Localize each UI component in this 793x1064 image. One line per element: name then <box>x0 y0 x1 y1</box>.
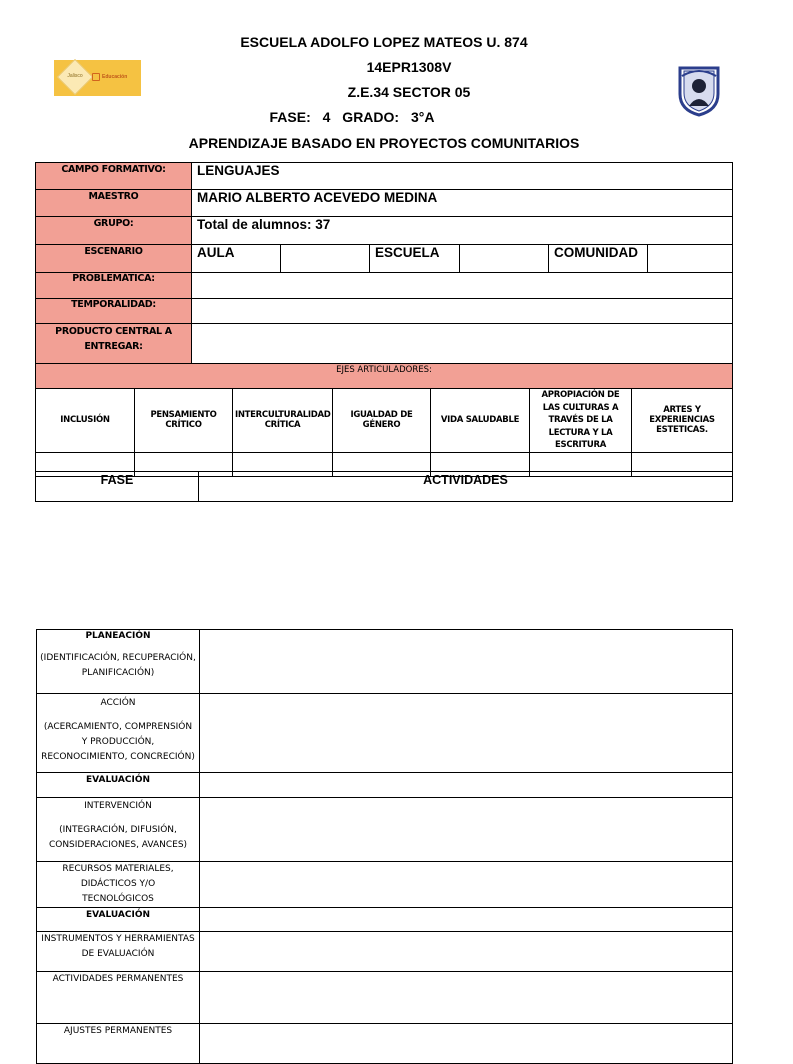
jalisco-logo-text: Jalisco <box>67 73 83 79</box>
school-code: 14EPR1308V <box>366 59 452 75</box>
evaluacion-1-activities[interactable] <box>200 773 733 798</box>
recursos-activities[interactable] <box>200 862 733 908</box>
temporalidad-label: TEMPORALIDAD: <box>36 299 192 324</box>
fase-header: FASE <box>36 472 199 502</box>
ejes-title: EJES ARTICULADORES: <box>36 364 733 389</box>
temporalidad-value[interactable] <box>192 299 733 324</box>
evaluacion-2: EVALUACIÓN <box>37 908 200 932</box>
book-icon <box>92 73 100 81</box>
actividades-header: ACTIVIDADES <box>199 472 733 502</box>
evaluacion-1: EVALUACIÓN <box>37 773 200 798</box>
eje-vida-saludable: VIDA SALUDABLE <box>431 389 530 453</box>
instrumentos: INSTRUMENTOS Y HERRAMIENTAS DE EVALUACIÓN <box>37 932 200 972</box>
campo-formativo-label: CAMPO FORMATIVO: <box>36 163 192 190</box>
eje-igualdad-genero: IGUALDAD DE GÉNERO <box>333 389 431 453</box>
eje-interculturalidad: INTERCULTURALIDAD CRÍTICA <box>233 389 333 453</box>
recursos: RECURSOS MATERIALES, DIDÁCTICOS Y/O TECNOLÓGICOS <box>37 862 200 908</box>
eje-pensamiento-critico: PENSAMIENTO CRÍTICO <box>135 389 233 453</box>
escenario-label: ESCENARIO <box>36 245 192 273</box>
eje-apropiacion-culturas: APROPIACIÓN DE LAS CULTURAS A TRAVÉS DE LA LECTURA Y LA ESCRITURA <box>530 389 632 453</box>
grupo-value[interactable]: Total de alumnos: 37 <box>192 217 733 245</box>
maestro-value[interactable]: MARIO ALBERTO ACEVEDO MEDINA <box>192 190 733 217</box>
escenario-aula: AULA <box>192 245 281 273</box>
phase-accion <box>37 694 200 773</box>
phases-table <box>36 629 733 1064</box>
intervencion-sub: (INTEGRACIÓN, DIFUSIÓN, CONSIDERACIONES, AVANCES) <box>48 825 188 850</box>
grupo-label: GRUPO: <box>36 217 192 245</box>
accion-title: ACCIÓN <box>100 698 136 708</box>
campo-formativo-value[interactable]: LENGUAJES <box>192 163 733 190</box>
education-logo-text: Educación <box>102 74 128 80</box>
planeacion-activities[interactable] <box>200 630 733 694</box>
accion-sub: (ACERCAMIENTO, COMPRENSIÓN Y PRODUCCIÓN, RECONOCIMIENTO, CONCRECIÓN) <box>41 722 195 762</box>
fase-header-table <box>35 471 733 502</box>
permanentes-activities[interactable] <box>200 972 733 1024</box>
phase-intervencion <box>37 798 200 862</box>
problematica-label: PROBLEMÁTICA: <box>36 273 192 299</box>
escenario-aula-check[interactable] <box>281 245 370 273</box>
escenario-escuela: ESCUELA <box>370 245 460 273</box>
producto-value[interactable] <box>192 324 733 364</box>
instrumentos-activities[interactable] <box>200 932 733 972</box>
school-name: ESCUELA ADOLFO LOPEZ MATEOS U. 874 <box>240 34 528 50</box>
escenario-table <box>35 244 733 273</box>
jalisco-education-logo <box>54 60 141 96</box>
escenario-comunidad-check[interactable] <box>648 245 733 273</box>
phase-grade: FASE: 4 GRADO: 3°A <box>269 109 435 125</box>
project-title: APRENDIZAJE BASADO EN PROYECTOS COMUNITARIOS <box>188 135 580 151</box>
planeacion-sub: (IDENTIFICACIÓN, RECUPERACIÓN, PLANIFICACIÓN) <box>40 653 196 678</box>
evaluacion-2-activities[interactable] <box>200 908 733 932</box>
eje-artes: ARTES Y EXPERIENCIAS ESTETICAS. <box>632 389 733 453</box>
zone-sector: Z.E.34 SECTOR 05 <box>347 84 471 100</box>
intervencion-activities[interactable] <box>200 798 733 862</box>
ejes-table <box>35 388 733 477</box>
phase-planeacion <box>37 630 200 694</box>
problem-table <box>35 272 733 389</box>
school-shield-logo <box>676 64 722 116</box>
maestro-label: MAESTRO <box>36 190 192 217</box>
escenario-escuela-check[interactable] <box>460 245 549 273</box>
eje-inclusion: INCLUSIÓN <box>36 389 135 453</box>
producto-label: PRODUCTO CENTRAL A ENTREGAR: <box>36 324 192 364</box>
intervencion-title: INTERVENCIÓN <box>84 801 152 811</box>
actividades-permanentes: ACTIVIDADES PERMANENTES <box>37 972 200 1024</box>
escenario-comunidad: COMUNIDAD <box>549 245 648 273</box>
accion-activities[interactable] <box>200 694 733 773</box>
project-info-table <box>35 162 733 245</box>
ajustes-activities[interactable] <box>200 1024 733 1064</box>
problematica-value[interactable] <box>192 273 733 299</box>
planeacion-title: PLANEACIÓN <box>85 631 151 641</box>
ajustes-permanentes: AJUSTES PERMANENTES <box>37 1024 200 1064</box>
